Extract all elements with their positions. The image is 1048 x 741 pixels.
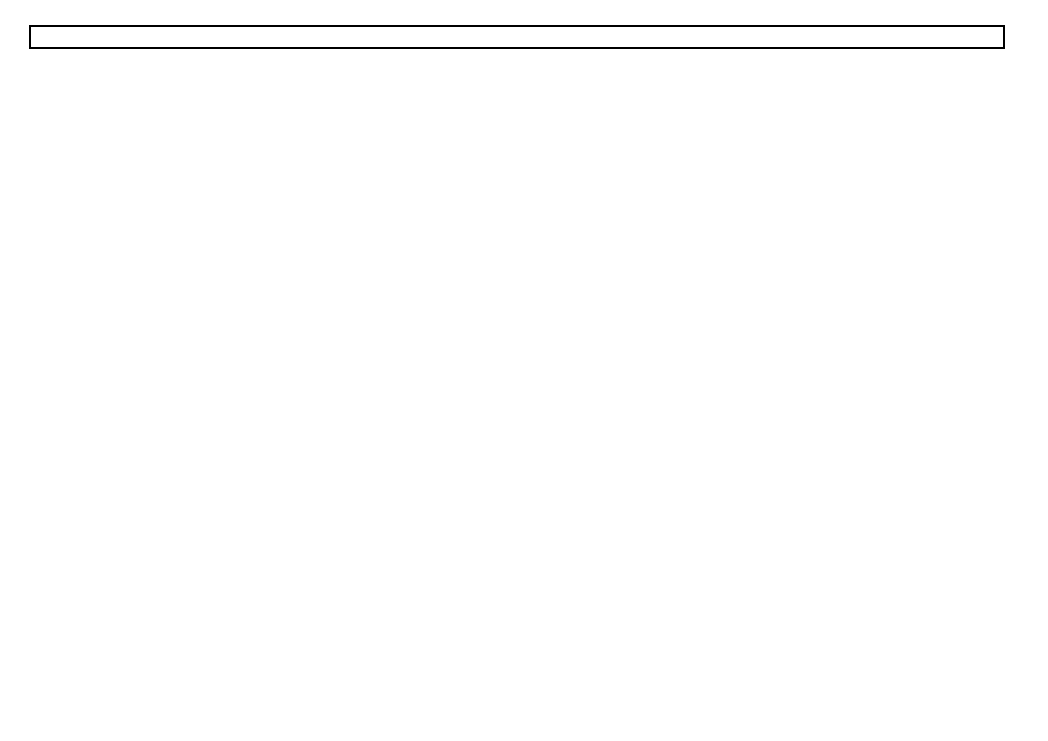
litter-title xyxy=(29,25,1005,49)
